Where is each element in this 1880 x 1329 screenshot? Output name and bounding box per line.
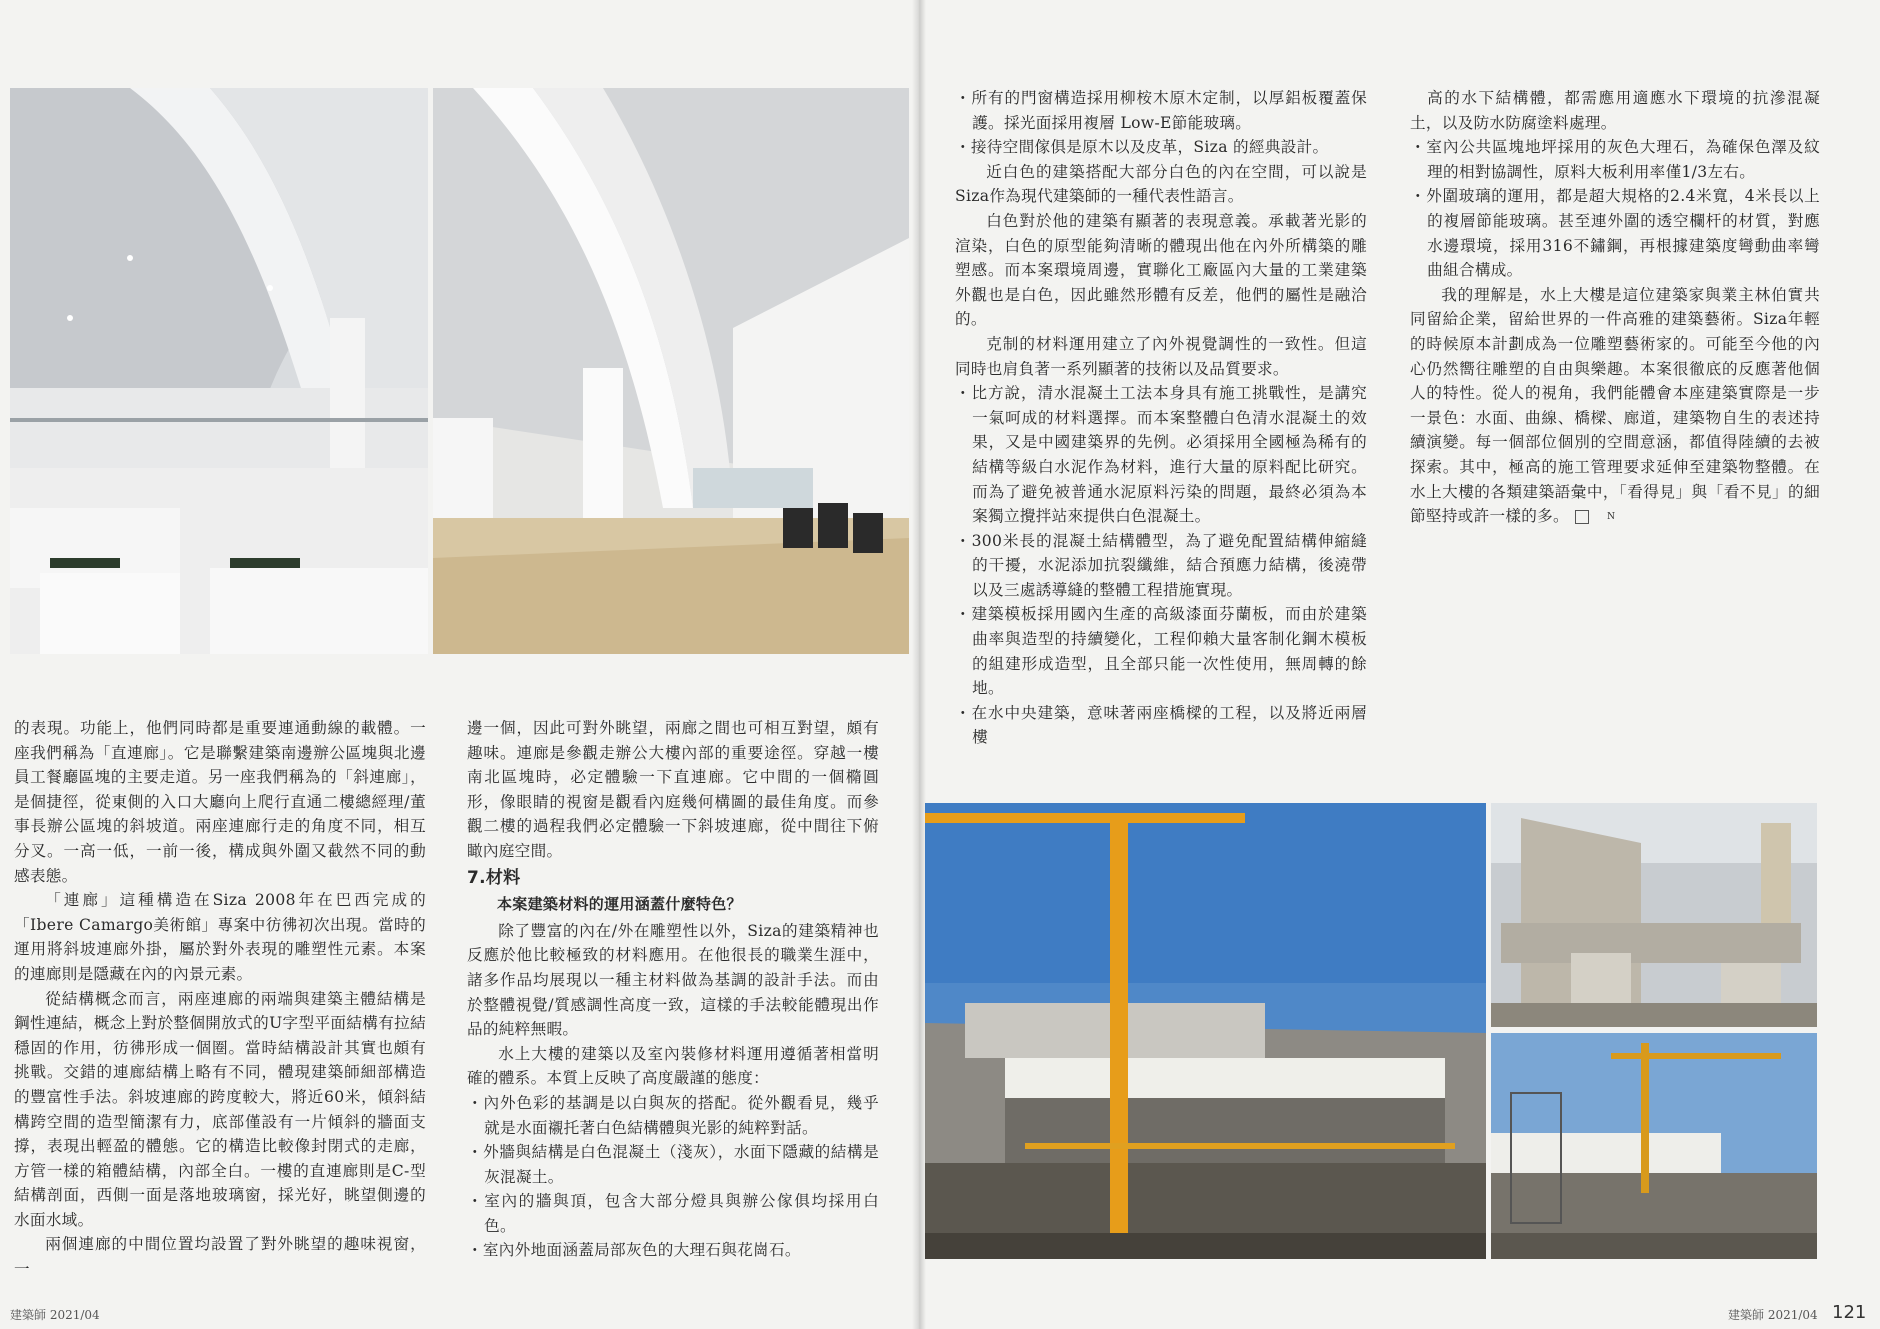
text-column-2 <box>467 716 879 1263</box>
bullet-item: ・在水中央建築，意味著兩座橋樑的工程，以及將近兩層樓 <box>955 703 1367 747</box>
paragraph: 水上大樓的建築以及室內裝修材料運用遵循著相當明確的體系。本質上反映了高度嚴謹的態度： <box>467 1044 879 1088</box>
bullet-item: ・建築模板採用國內生產的高級漆面芬蘭板，而由於建築曲率與造型的持續變化，工程仰賴大量客制化鋼木模板的組建形成造型，且全部只能一次性使用，無周轉的餘地。 <box>955 605 1367 698</box>
paragraph: 的表現。功能上，他們同時都是重要連通動線的載體。一座我們稱為「直連廊」。它是聯繫建築南邊辦公區塊與北邊員工餐廳區塊的主要走道。另一座我們稱為的「斜連廊」，是個捷徑，從東側的入口大廳向上爬行直通二樓總經理/董事長辦公區塊的斜坡道。兩座連廊行走的角度不同，相互分叉。一高一低，一前一後，構成與外圍又截然不同的動感表態。 <box>14 719 426 885</box>
photo-interior-office <box>10 88 428 654</box>
paragraph: 克制的材料運用建立了內外視覺調性的一致性。但這同時也肩負著一系列顯著的技術以及品質要求。 <box>955 334 1367 378</box>
paragraph: 高的水下結構體，都需應用適應水下環境的抗滲混凝土，以及防水防腐塗料處理。 <box>1410 89 1820 132</box>
page-number: 121 <box>1832 1302 1867 1323</box>
photo-building-construction <box>1491 1033 1817 1259</box>
paragraph: 從結構概念而言，兩座連廊的兩端與建築主體結構是鋼性連結，概念上對於整個開放式的U字型平面結構有拉結穩固的作用，彷彿形成一個圈。當時結構設計其實也頗有挑戰。交錯的連廊結構上略有不同，體現建築師細部構造的豐富性手法。斜坡連廊的跨度較大，將近60米，傾斜結構跨空間的造型簡潔有力，底部僅設有一片傾斜的牆面支撐，表現出輕盈的體態。它的構造比較像封閉式的走廊，方管一樣的箱體結構，內部全白。一樓的直連廊則是C-型結構剖面，西側一面是落地玻璃窗，採光好，眺望側邊的水面水域。 <box>14 989 426 1229</box>
paragraph <box>1410 283 1820 529</box>
section-heading: 7.材料 <box>467 867 521 888</box>
photo-construction-crane <box>925 803 1486 1259</box>
text-column-4 <box>1410 86 1820 529</box>
paragraph: 白色對於他的建築有顯著的表現意義。承載著光影的渲染，白色的原型能夠清晰的體現出他在內外所構築的雕塑感。而本案環境周邊，實聯化工廠區內大量的工業建築外觀也是白色，因此雖然形體有反差，他們的屬性是融洽的。 <box>955 211 1367 329</box>
end-mark-icon: N <box>1575 510 1589 524</box>
bullet-item: ・比方說，清水混凝土工法本身具有施工挑戰性，是講究一氣呵成的材料選擇。而本案整體白色清水混凝土的效果，又是中國建築界的先例。必須採用全國極為稀有的結構等級白水泥作為材料，進行大量的原料配比研究。而為了避免被普通水泥原料污染的問題，最終必須為本案獨立攪拌站來提供白色混凝土。 <box>955 384 1367 526</box>
text-column-1 <box>14 716 426 1282</box>
bullet-item: ・內外色彩的基調是以白與灰的搭配。從外觀看見，幾乎就是水面襯托著白色結構體與光影的純粹對話。 <box>467 1093 879 1137</box>
footer-left: 建築師 2021/04 <box>10 1308 100 1322</box>
photo-concrete-formwork <box>1491 803 1817 1027</box>
bullet-item: ・所有的門窗構造採用柳桉木原木定制，以厚鋁板覆蓋保護。採光面採用複層 Low-E節能玻璃。 <box>955 89 1367 132</box>
bullet-item: ・室內的牆與頂，包含大部分燈具與辦公傢俱均採用白色。 <box>467 1192 879 1235</box>
bullet-item: ・室內外地面涵蓋局部灰色的大理石與花崗石。 <box>467 1241 801 1260</box>
bullet-item: ・外牆與結構是白色混凝土（淺灰），水面下隱藏的結構是灰混凝土。 <box>467 1143 879 1186</box>
photo-interior-corridor <box>433 88 909 654</box>
text-column-3 <box>955 86 1367 750</box>
paragraph: 兩個連廊的中間位置均設置了對外眺望的趣味視窗，一 <box>14 1235 426 1279</box>
bullet-item: ・外圍玻璃的運用，都是超大規格的2.4米寬，4米長以上的複層節能玻璃。甚至連外圍的透空欄杆的材質，對應水邊環境，採用316不鏽鋼，再根據建築度彎動曲率彎曲組合構成。 <box>1410 187 1820 280</box>
bullet-item: ・室內公共區塊地坪採用的灰色大理石，為確保色澤及紋理的相對協調性，原料大板利用率僅1/3左右。 <box>1410 138 1820 181</box>
paragraph: 近白色的建築搭配大部分白色的內在空間，可以說是Siza作為現代建築師的一種代表性語言。 <box>955 162 1367 206</box>
bullet-item: ・接待空間傢俱是原木以及皮革，Siza 的經典設計。 <box>955 138 1329 157</box>
paragraph-text: 我的理解是，水上大樓是這位建築家與業主林伯實共同留給企業，留給世界的一件高雅的建築藝術。Siza年輕的時候原本計劃成為一位雕塑藝術家的。可能至今他的內心仍然嚮往雕塑的自由與樂趣。本案很徹底的反應著他個人的特性。從人的視角，我們能體會本座建築實際是一步一景色：水面、曲線、橋樑、廊道，建築物自生的表述持續演變。每一個部位個別的空間意涵，都值得陸續的去被探索。其中，極高的施工管理要求延伸至建築物整體。在水上大樓的各類建築語彙中，「看得見」與「看不見」的細節堅持或許一樣的多。 <box>1410 285 1820 526</box>
paragraph: 除了豐富的內在/外在雕塑性以外，Siza的建築精神也反應於他比較極致的材料應用。在他很長的職業生涯中，諸多作品均展現以一種主材料做為基調的設計手法。而由於整體視覺/質感調性高度一致，這樣的手法較能體現出作品的純粹無暇。 <box>467 921 879 1039</box>
paragraph: 邊一個，因此可對外眺望，兩廊之間也可相互對望，頗有趣味。連廊是參觀走辦公大樓內部的重要途徑。穿越一樓南北區塊時，必定體驗一下直連廊。它中間的一個橢圓形，像眼睛的視窗是觀看內庭幾何構圖的最佳角度。而參觀二樓的過程我們必定體驗一下斜坡連廊，從中間往下俯瞰內庭空間。 <box>467 719 879 860</box>
section-question: 本案建築材料的運用涵蓋什麼特色？ <box>497 895 742 914</box>
bullet-item: ・300米長的混凝土結構體型，為了避免配置結構伸縮縫的干擾，水泥添加抗裂纖維，結合預應力結構，後澆帶以及三處誘導縫的整體工程措施實現。 <box>955 531 1367 599</box>
paragraph: 「連廊」這種構造在Siza 2008年在巴西完成的「Ibere Camargo美術館」專案中彷彿初次出現。當時的運用將斜坡連廊外掛，屬於對外表現的雕塑性元素。本案的連廊則是隱藏在內的內景元素。 <box>14 891 426 983</box>
page-gutter <box>912 0 926 1329</box>
footer-right: 建築師 2021/04 <box>1728 1308 1818 1322</box>
